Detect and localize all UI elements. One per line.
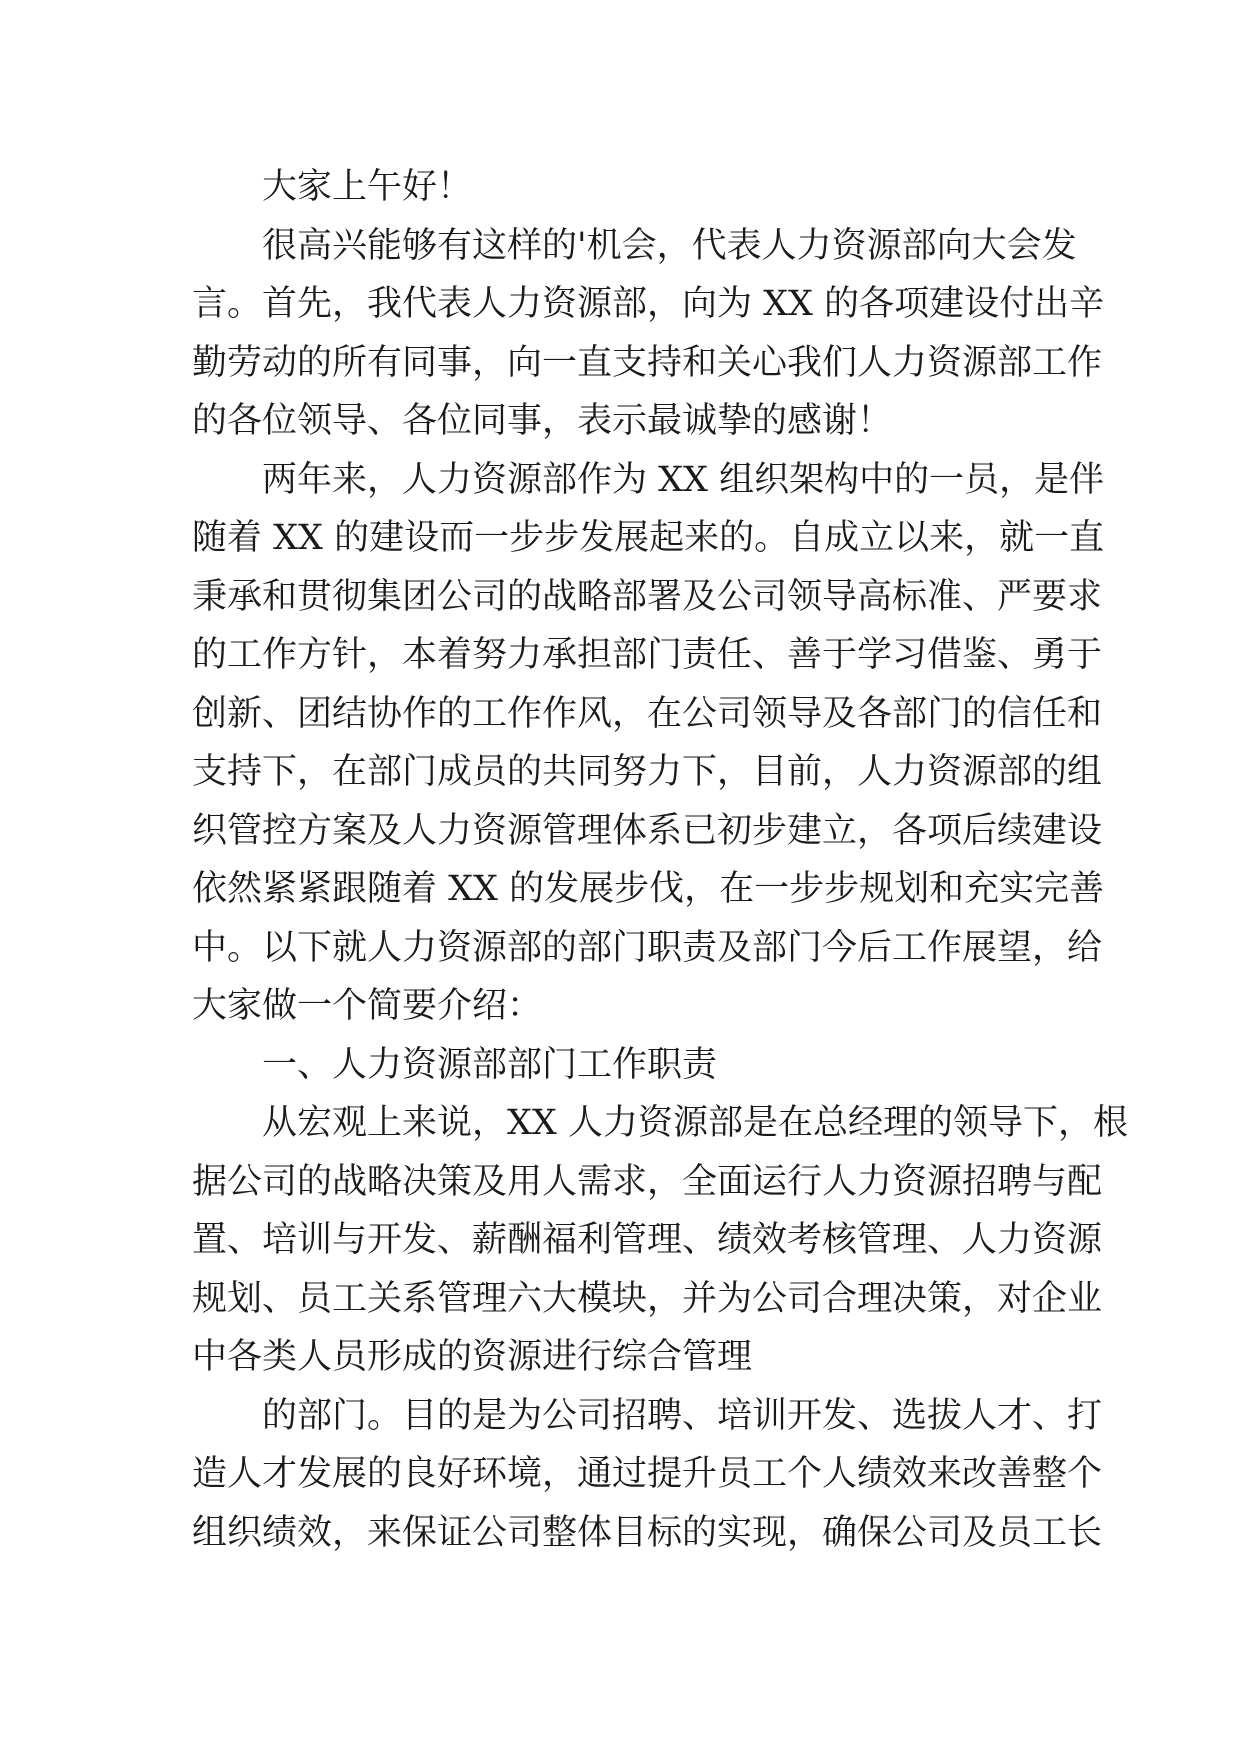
text-line: 从宏观上来说，XX 人力资源部是在总经理的领导下，根 — [262, 1103, 1128, 1143]
text-line: 的部门。目的是为公司招聘、培训开发、选拔人才、打 — [262, 1395, 1103, 1436]
text-line: 支持下，在部门成员的共同努力下，目前，人力资源部的组 — [192, 752, 1103, 792]
text-line: 一、人力资源部部门工作职责 — [262, 1044, 718, 1085]
text-line: 组织绩效，来保证公司整体目标的实现，确保公司及员工长 — [192, 1512, 1103, 1553]
text-line: 创新、团结协作的工作作风，在公司领导及各部门的信任和 — [192, 693, 1103, 734]
text-line: 言。首先，我代表人力资源部，向为 XX 的各项建设付出辛 — [192, 284, 1105, 324]
text-line: 规划、员工关系管理六大模块，并为公司合理决策，对企业 — [192, 1278, 1103, 1319]
text-line: 中。以下就人力资源部的部门职责及部门今后工作展望，给 — [192, 927, 1103, 968]
text-line: 据公司的战略决策及用人需求，全面运行人力资源招聘与配 — [192, 1161, 1103, 1202]
text-line: 中各类人员形成的资源进行综合管理 — [192, 1337, 753, 1377]
text-line: 的各位领导、各位同事，表示最诚挚的感谢！ — [192, 401, 893, 441]
text-line: 造人才发展的良好环境，通过提升员工个人绩效来改善整个 — [192, 1454, 1103, 1494]
text-line: 大家上午好！ — [262, 167, 473, 207]
text-line: 的工作方针，本着努力承担部门责任、善于学习借鉴、勇于 — [192, 635, 1103, 675]
text-line: 织管控方案及人力资源管理体系已初步建立，各项后续建设 — [192, 810, 1103, 851]
text-line: 置、培训与开发、薪酬福利管理、绩效考核管理、人力资源 — [192, 1220, 1103, 1260]
text-line: 勤劳动的所有同事，向一直支持和关心我们人力资源部工作 — [192, 342, 1103, 383]
text-line: 依然紧紧跟随着 XX 的发展步伐，在一步步规划和充实完善 — [192, 869, 1105, 909]
text-line: 随着 XX 的建设而一步步发展起来的。自成立以来，就一直 — [192, 518, 1105, 558]
text-line: 两年来，人力资源部作为 XX 组织架构中的一员，是伴 — [262, 459, 1105, 500]
text-line: 大家做一个简要介绍： — [192, 986, 543, 1026]
document-body — [192, 158, 1128, 1562]
text-line: 秉承和贯彻集团公司的战略部署及公司领导高标准、严要求 — [192, 576, 1103, 617]
text-line: 很高兴能够有这样的'机会，代表人力资源部向大会发 — [262, 225, 1077, 266]
